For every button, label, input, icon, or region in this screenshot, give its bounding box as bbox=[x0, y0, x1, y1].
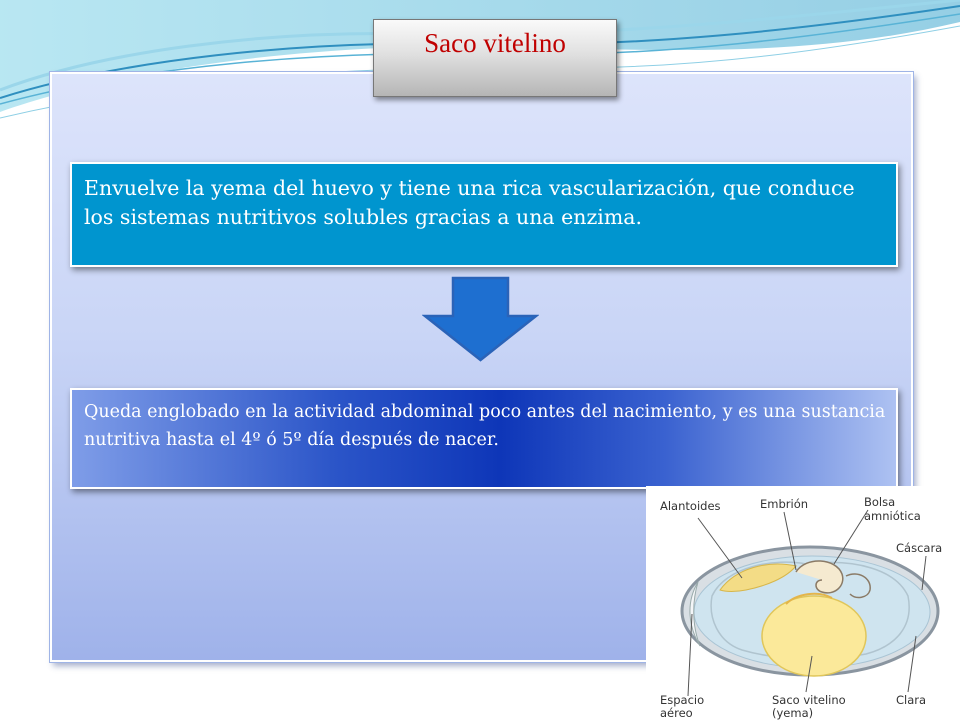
description-box bbox=[70, 162, 898, 267]
label-embrion: Embrión bbox=[760, 497, 809, 511]
egg-diagram bbox=[646, 486, 960, 720]
label-espacio-1: Espacio bbox=[660, 693, 705, 707]
label-saco-1: Saco vitelino bbox=[772, 693, 846, 707]
down-arrow-icon bbox=[422, 276, 539, 362]
detail-text: Queda englobado en la actividad abdominal poco antes del nacimiento, y es una sustancia nutritiva hasta el 4º ó 5º día después de nacer. bbox=[84, 402, 886, 450]
detail-box bbox=[70, 388, 898, 489]
label-bolsa-2: amniótica bbox=[864, 509, 921, 523]
title-box bbox=[373, 19, 617, 97]
description-text: Envuelve la yema del huevo y tiene una rica vascularización, que conduce los sistemas nutritivos solubles gracias a una enzima. bbox=[84, 176, 855, 229]
label-espacio-2: aéreo bbox=[660, 706, 693, 720]
label-cascara: Cáscara bbox=[896, 541, 943, 555]
slide-title: Saco vitelino bbox=[424, 28, 566, 58]
label-alantoides: Alantoides bbox=[660, 499, 721, 513]
label-bolsa-1: Bolsa bbox=[864, 495, 896, 509]
label-clara: Clara bbox=[896, 693, 927, 707]
label-saco-2: (yema) bbox=[772, 706, 814, 720]
